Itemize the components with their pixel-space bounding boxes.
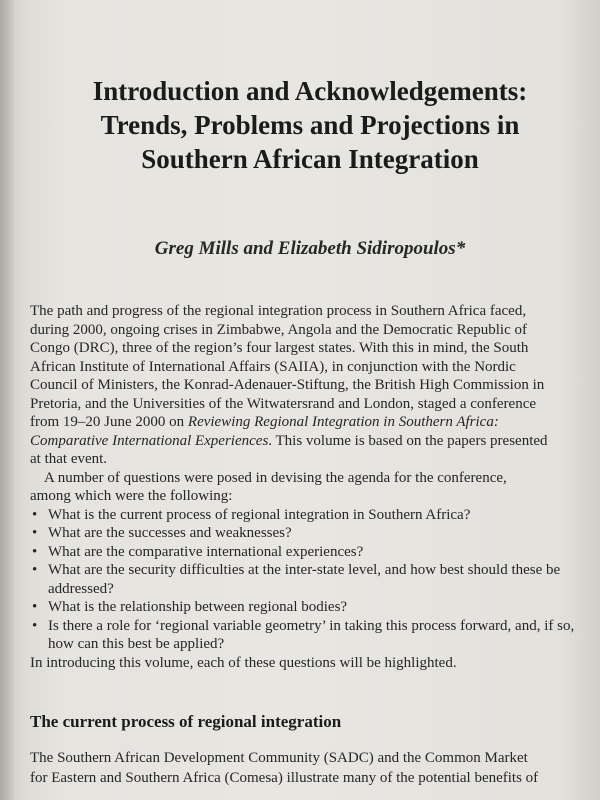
text-line: A number of questions were posed in devising the agenda for the conference,: [44, 469, 507, 486]
text-line: Council of Ministers, the Konrad-Adenauer-Stiftung, the British High Commission in: [30, 377, 545, 393]
text-line: during 2000, ongoing crises in Zimbabwe, Angola and the Democratic Republic of: [30, 321, 527, 338]
list-item: • What are the comparative international experiences?: [30, 543, 575, 562]
list-item: • Is there a role for ‘regional variable geometry’ in taking this process forward, and, if so, how can this best be applied?: [30, 617, 575, 654]
author-byline: Greg Mills and Elizabeth Sidiropoulos*: [154, 238, 466, 259]
text-line: Pretoria, and the Universities of the Witwatersrand and London, staged a conference: [30, 395, 537, 412]
question-list: [30, 506, 575, 654]
text-line: [30, 432, 575, 451]
conference-title: Comparative International Experiences: [30, 432, 269, 449]
body-paragraph: [30, 748, 590, 788]
text-line: for Eastern and Southern Africa (Comesa) illustrate many of the potential benefits of: [30, 770, 539, 786]
section-heading: The current process of regional integration: [30, 712, 342, 731]
text-line: among which were the following:: [30, 488, 233, 504]
list-item: • What is the current process of regional integration in Southern Africa?: [30, 506, 575, 525]
list-item: • What is the relationship between regional bodies?: [30, 598, 575, 617]
chapter-title: [30, 74, 590, 176]
text-run: from 19–20 June 2000 on: [30, 414, 188, 430]
facing-page-edge: [0, 0, 14, 800]
conference-title: Reviewing Regional Integration in Southern Africa:: [187, 414, 499, 430]
title-line: Trends, Problems and Projections in: [100, 110, 520, 140]
text-line: Congo (DRC), three of the region’s four largest states. With this in mind, the South: [30, 340, 529, 356]
text-run: . This volume is based on the papers presented: [268, 432, 548, 449]
abstract-block: [30, 302, 575, 654]
text-line: African Institute of International Affairs (SAIIA), in conjunction with the Nordic: [30, 358, 516, 375]
text-line: [30, 413, 575, 432]
title-line: Southern African Integration: [141, 144, 479, 174]
list-item: • What are the successes and weaknesses?: [30, 524, 575, 543]
text-line: at that event.: [30, 451, 108, 467]
text-line: The path and progress of the regional integration process in Southern Africa faced,: [30, 303, 527, 319]
closing-sentence: In introducing this volume, each of these questions will be highlighted.: [30, 655, 457, 671]
title-line: Introduction and Acknowledgements:: [92, 76, 528, 106]
list-item: • What are the security difficulties at the inter-state level, and how best should these be addressed?: [30, 561, 575, 598]
text-line: The Southern African Development Community (SADC) and the Common Market: [30, 750, 528, 766]
